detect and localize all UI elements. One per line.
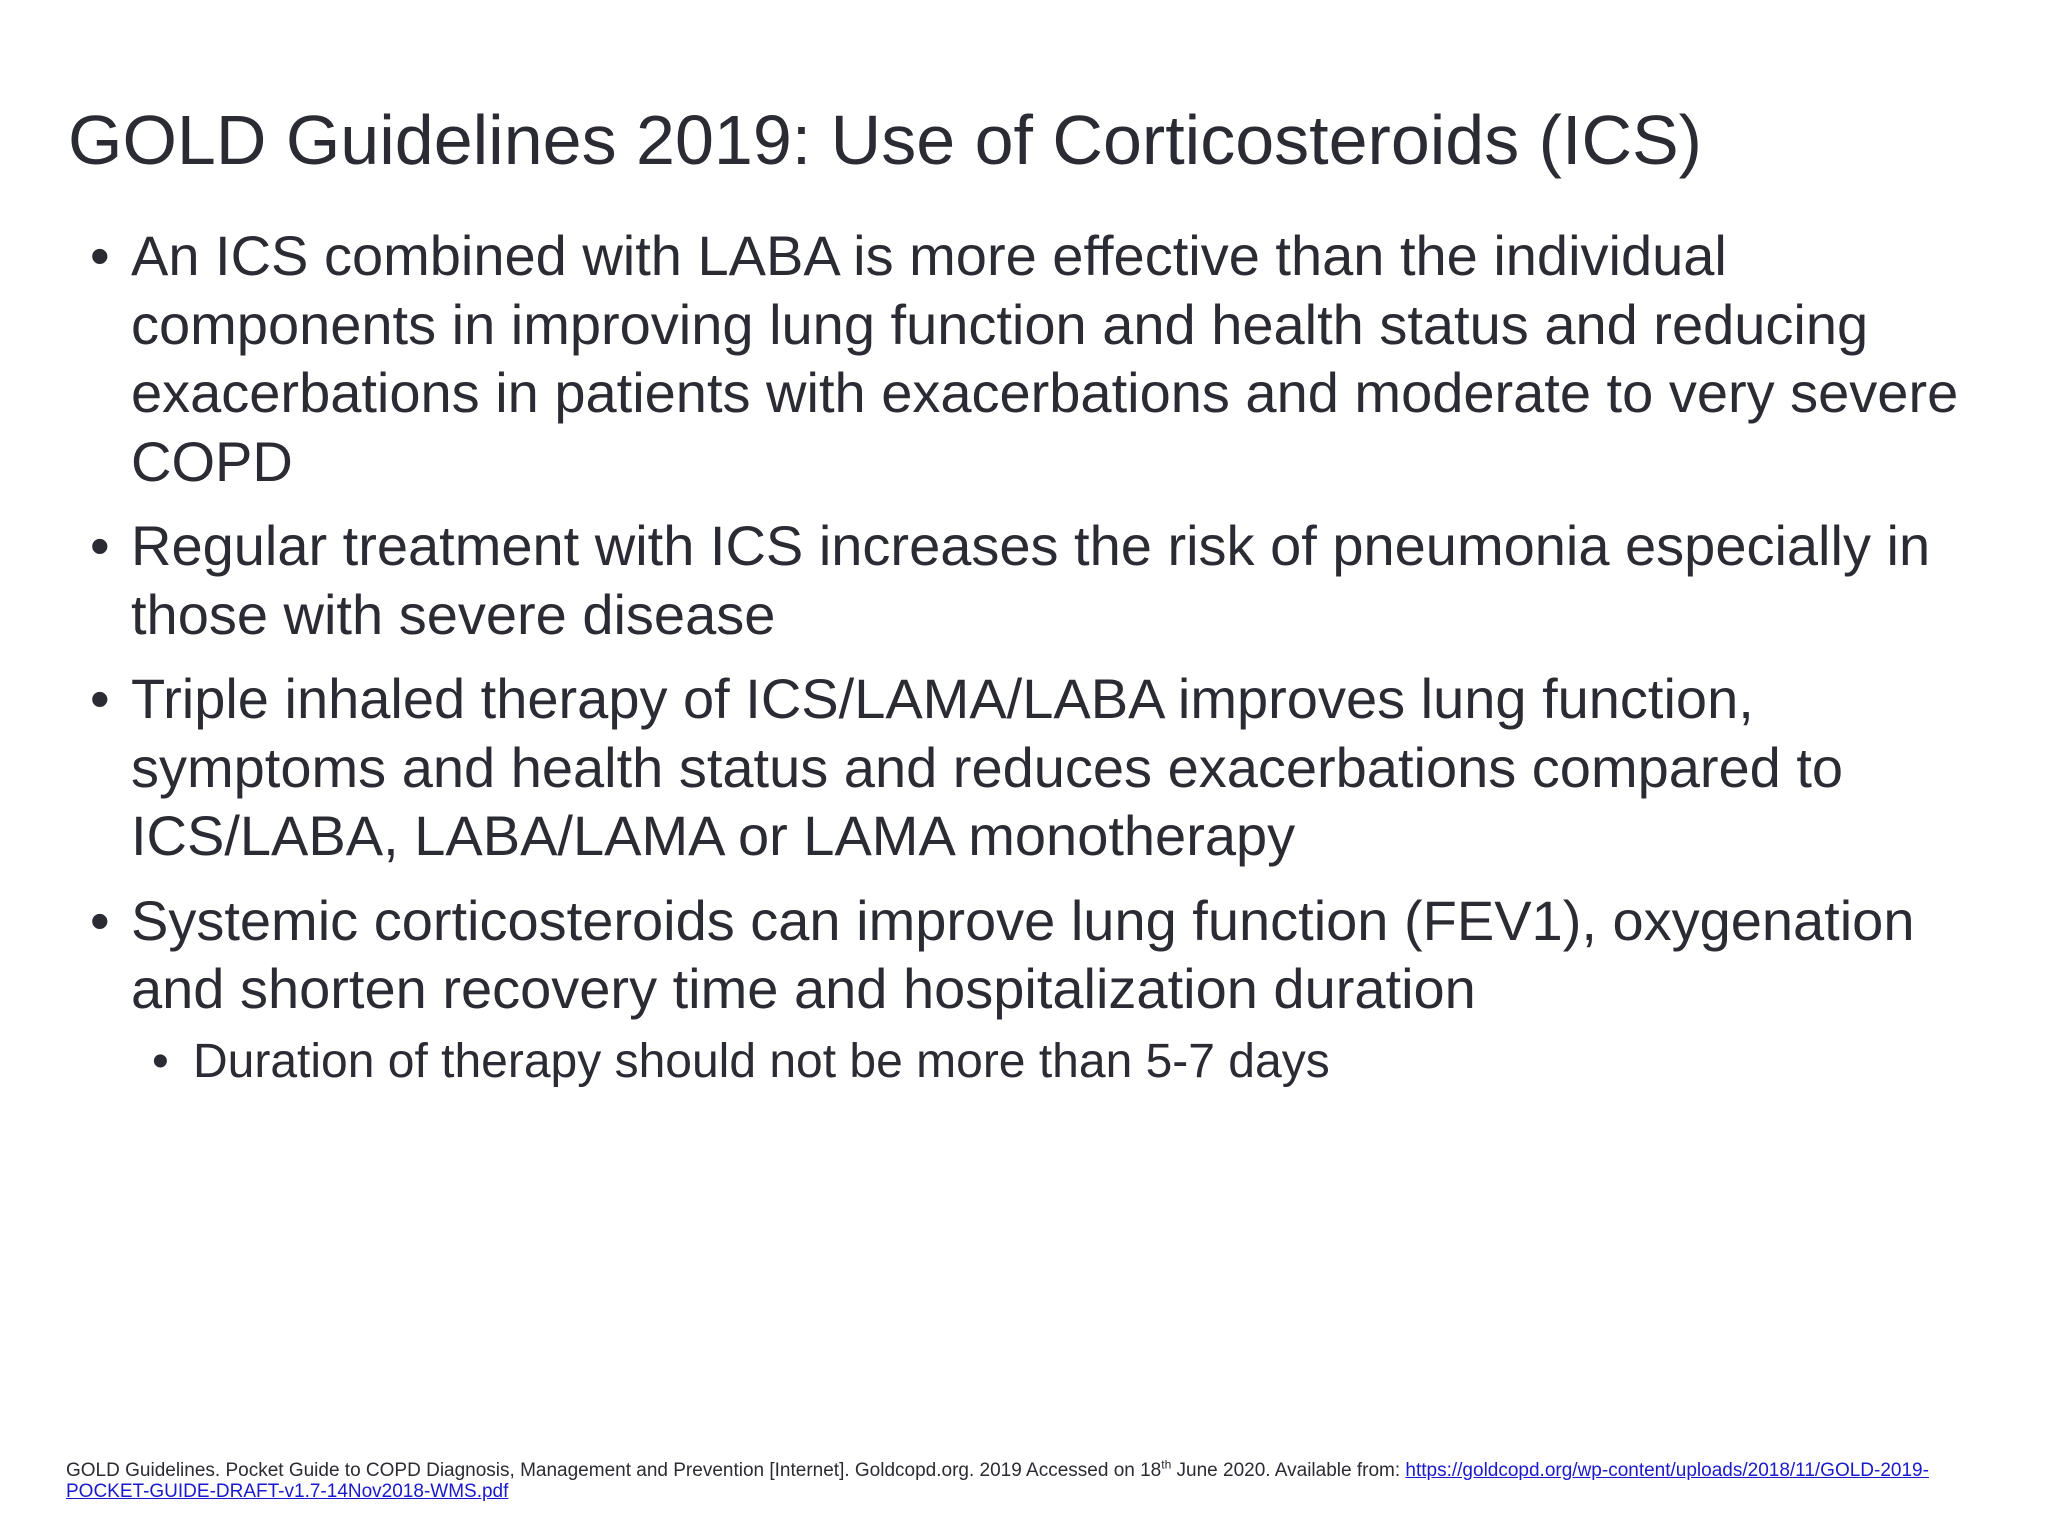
sub-bullet-item (0, 1032, 1993, 1092)
bullet-item (0, 665, 1991, 871)
bullet-dot: • (90, 514, 110, 577)
slide-title: GOLD Guidelines 2019: Use of Corticosteroids (ICS) (68, 101, 1702, 179)
bullet-dot: • (90, 667, 110, 730)
citation-superscript: th (1161, 1457, 1172, 1472)
bullet-text: Regular treatment with ICS increases the risk of pneumonia especially in those with severe disease (131, 514, 1931, 646)
bullet-list (0, 222, 2048, 1092)
bullet-dot: • (90, 888, 110, 952)
bullet-text: An ICS combined with LABA is more effective than the individual components in improving lung function and health status and reducing exacerbations in patients with exacerbations and moderate to very severe COPD (131, 224, 1959, 493)
bullet-dot: • (90, 224, 110, 287)
bullet-text: Triple inhaled therapy of ICS/LAMA/LABA improves lung function, symptoms and health status and reduces exacerbations compared to ICS/LABA, LABA/LAMA or LAMA monotherapy (131, 667, 1844, 867)
sub-bullet-text: Duration of therapy should not be more than 5-7 days (193, 1034, 1330, 1088)
sub-bullet-dot: • (152, 1034, 169, 1088)
reference-footer (66, 1457, 1986, 1502)
bullet-item (0, 512, 1991, 649)
citation-text: GOLD Guidelines. Pocket Guide to COPD Diagnosis, Management and Prevention [Internet]. Goldcopd.org. 2019 Accessed on 18 (66, 1460, 1162, 1481)
citation-text-2: June 2020. Available from: (1171, 1460, 1406, 1481)
bullet-item (0, 887, 1991, 1024)
bullet-item (0, 222, 1991, 496)
reference-link[interactable]: https://goldcopd.org/wp-content/uploads/2018/11/GOLD-2019-POCKET-GUIDE-DRAFT-v1.7-14Nov2018-WMS.pdf (66, 1460, 1929, 1502)
bullet-text: Systemic corticosteroids can improve lung function (FEV1), oxygenation and shorten recovery time and hospitalization duration (131, 888, 1915, 1020)
